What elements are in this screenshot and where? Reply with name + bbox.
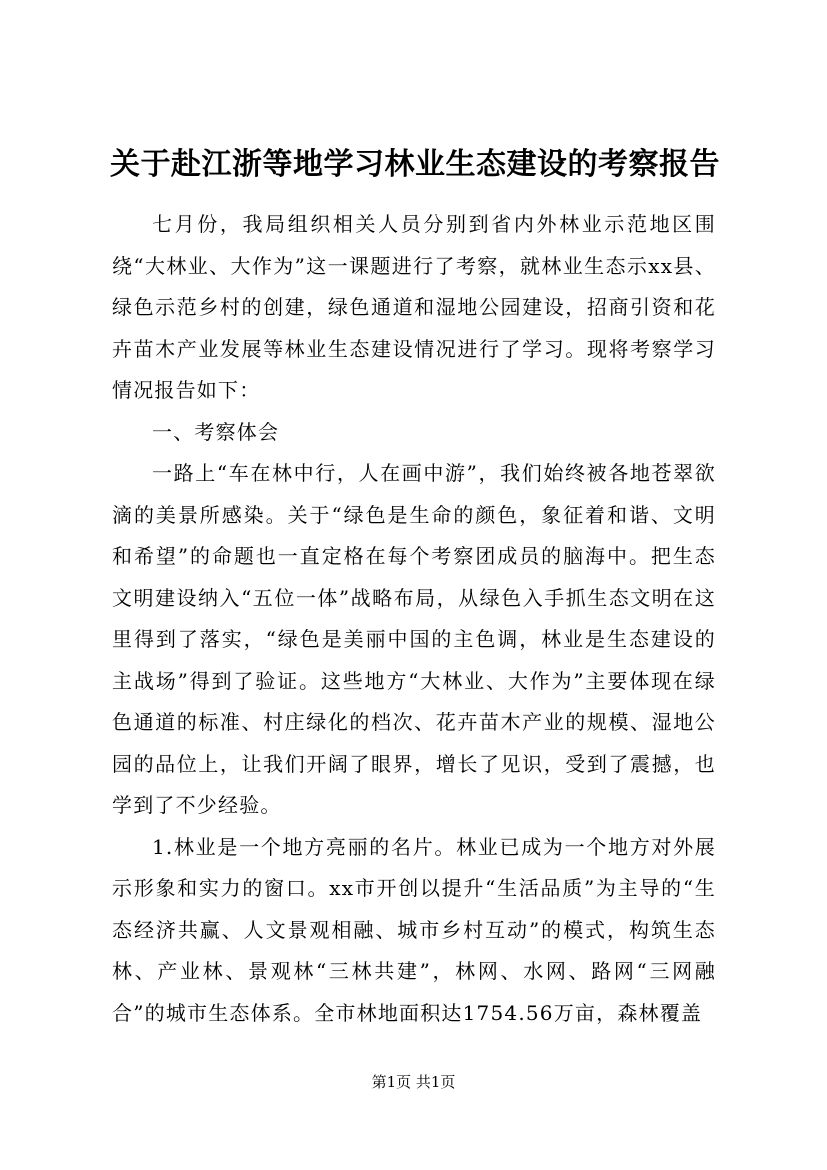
paragraph-point-1: 1.林业是一个地方亮丽的名片。林业已成为一个地方对外展示形象和实力的窗口。xx市开创以提升“生活品质”为主导的“生态经济共赢、人文景观相融、城市乡村互动”的模式，构筑生态林、产业林、景观林“三林共建”，林网、水网、路网“三网融合”的城市生态体系。全市林地面积达1754.56万亩，森林覆盖 [112,834,716,1025]
document-body [112,204,716,1034]
page-footer [0,1072,827,1092]
section-heading-findings: 一、考察体会 [152,419,280,444]
page-number-label: 第1页 共1页 [371,1073,456,1091]
paragraph-impressions: 一路上“车在林中行，人在画中游”，我们始终被各地苍翠欲滴的美景所感染。关于“绿色是生命的颜色，象征着和谐、文明和希望”的命题也一直定格在每个考察团成员的脑海中。把生态文明建设纳入“五位一体”战略布局，从绿色入手抓生态文明在这里得到了落实，“绿色是美丽中国的主色调，林业是生态建设的主战场”得到了验证。这些地方“大林业、大作为”主要体现在绿色通道的标准、村庄绿化的档次、花卉苗木产业的规模、湿地公园的品位上，让我们开阔了眼界，增长了见识，受到了震撼，也学到了不少经验。 [112,461,716,817]
paragraph-intro: 七月份，我局组织相关人员分别到省内外林业示范地区围绕“大林业、大作为”这一课题进行了考察，就林业生态示xx县、绿色示范乡村的创建，绿色通道和湿地公园建设，招商引资和花卉苗木产业发展等林业生态建设情况进行了学习。现将考察学习情况报告如下： [112,212,716,402]
document-title: 关于赴江浙等地学习林业生态建设的考察报告 [110,147,720,182]
